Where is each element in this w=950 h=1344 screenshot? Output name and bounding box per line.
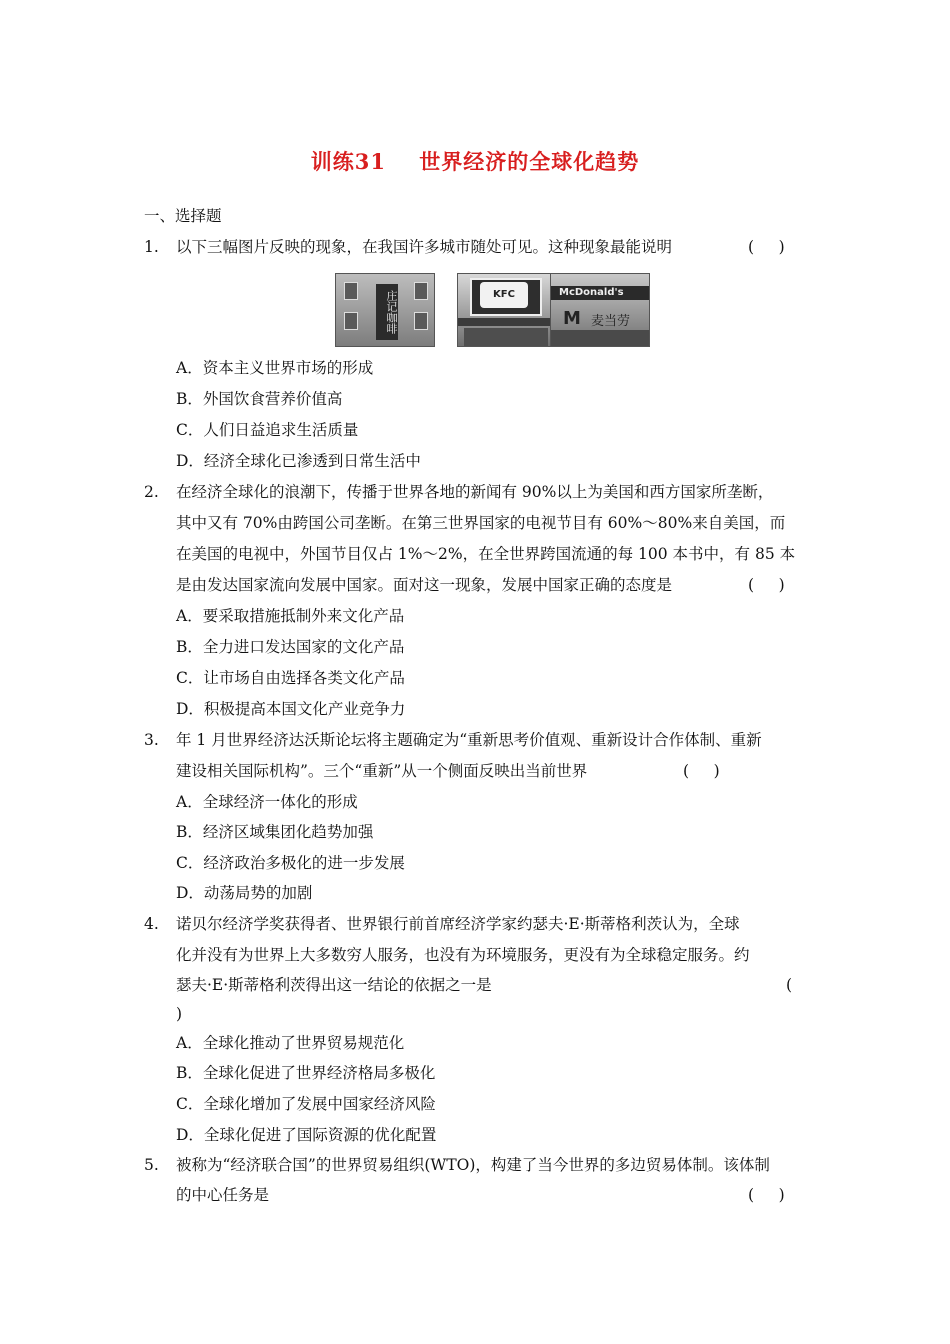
question-5-number: 5. (144, 1156, 159, 1174)
question-5-stem-line: 的中心任务是 (176, 1186, 270, 1204)
mcdonalds-chinese-sign: 麦当劳 (591, 314, 631, 329)
question-4-option-c: C．全球化增加了发展中国家经济风险 (176, 1095, 436, 1113)
question-4-option-b: B．全球化促进了世界经济格局多极化 (176, 1064, 436, 1082)
question-5-answer-blank: ( ) (748, 1186, 785, 1204)
question-1-answer-blank: ( ) (748, 238, 785, 256)
question-1-number: 1. (144, 238, 159, 256)
question-3-option-b: B．经济区域集团化趋势加强 (176, 823, 374, 841)
question-3-option-a: A．全球经济一体化的形成 (176, 793, 358, 811)
question-4-option-d: D．全球化促进了国际资源的优化配置 (176, 1126, 437, 1144)
question-4-stem-line: 瑟夫·E·斯蒂格利茨得出这一结论的依据之一是 (176, 976, 492, 994)
kfc-photo (457, 273, 553, 347)
question-4-option-a: A．全球化推动了世界贸易规范化 (176, 1034, 405, 1052)
question-4-answer-blank-close: ) (176, 1005, 183, 1023)
question-4-answer-blank-open: ( (786, 976, 793, 994)
question-1-option-b: B．外国饮食营养价值高 (176, 390, 343, 408)
page-title: 训练31 世界经济的全球化趋势 (310, 149, 640, 174)
question-3-stem-line: 建设相关国际机构”。三个“重新”从一个侧面反映出当前世界 (176, 762, 588, 780)
question-4-stem-line: 化并没有为世界上大多数穷人服务，也没有为环境服务，更没有为全球稳定服务。约 (176, 946, 750, 964)
kfc-logo: KFC (480, 282, 528, 308)
question-3-option-d: D．动荡局势的加剧 (176, 884, 313, 902)
question-3-stem-line: 年 1 月世界经济达沃斯论坛将主题确定为“重新思考价值观、重新设计合作体制、重新 (176, 731, 762, 749)
question-2-stem-line: 在美国的电视中，外国节目仅占 1%～2%，在全世界跨国流通的每 100 本书中，有 85 本 (176, 545, 796, 563)
question-1-stem: 以下三幅图片反映的现象，在我国许多城市随处可见。这种现象最能说明 (176, 238, 673, 256)
question-2-option-c: C．让市场自由选择各类文化产品 (176, 669, 405, 687)
mcdonalds-logo-icon: M (563, 308, 581, 329)
question-1-option-a: A．资本主义世界市场的形成 (176, 359, 374, 377)
question-4-number: 4. (144, 915, 159, 933)
section-heading: 一、选择题 (144, 207, 222, 225)
question-3-answer-blank: ( ) (683, 762, 720, 780)
coffee-shop-sign: 庄记咖啡 (376, 284, 398, 340)
mcdonalds-sign: McDonald's (559, 287, 624, 298)
question-3-number: 3. (144, 731, 159, 749)
question-1-option-d: D．经济全球化已渗透到日常生活中 (176, 452, 421, 470)
question-2-option-b: B．全力进口发达国家的文化产品 (176, 638, 405, 656)
mcdonalds-photo (550, 273, 650, 347)
question-2-number: 2. (144, 483, 159, 501)
question-2-stem-line: 在经济全球化的浪潮下，传播于世界各地的新闻有 90%以上为美国和西方国家所垄断， (176, 483, 774, 501)
question-1-option-c: C．人们日益追求生活质量 (176, 421, 359, 439)
question-5-stem-line: 被称为“经济联合国”的世界贸易组织(WTO)，构建了当今世界的多边贸易体制。该体制 (176, 1156, 770, 1174)
question-4-stem-line: 诺贝尔经济学奖获得者、世界银行前首席经济学家约瑟夫·E·斯蒂格利茨认为，全球 (176, 915, 740, 933)
question-2-option-a: A．要采取措施抵制外来文化产品 (176, 607, 405, 625)
question-2-stem-line: 是由发达国家流向发展中国家。面对这一现象，发展中国家正确的态度是 (176, 576, 673, 594)
question-2-stem-line: 其中又有 70%由跨国公司垄断。在第三世界国家的电视节目有 60%～80%来自美国，而 (176, 514, 786, 532)
question-2-option-d: D．积极提高本国文化产业竞争力 (176, 700, 406, 718)
coffee-shop-photo (335, 273, 435, 347)
question-3-option-c: C．经济政治多极化的进一步发展 (176, 854, 405, 872)
question-2-answer-blank: ( ) (748, 576, 785, 594)
